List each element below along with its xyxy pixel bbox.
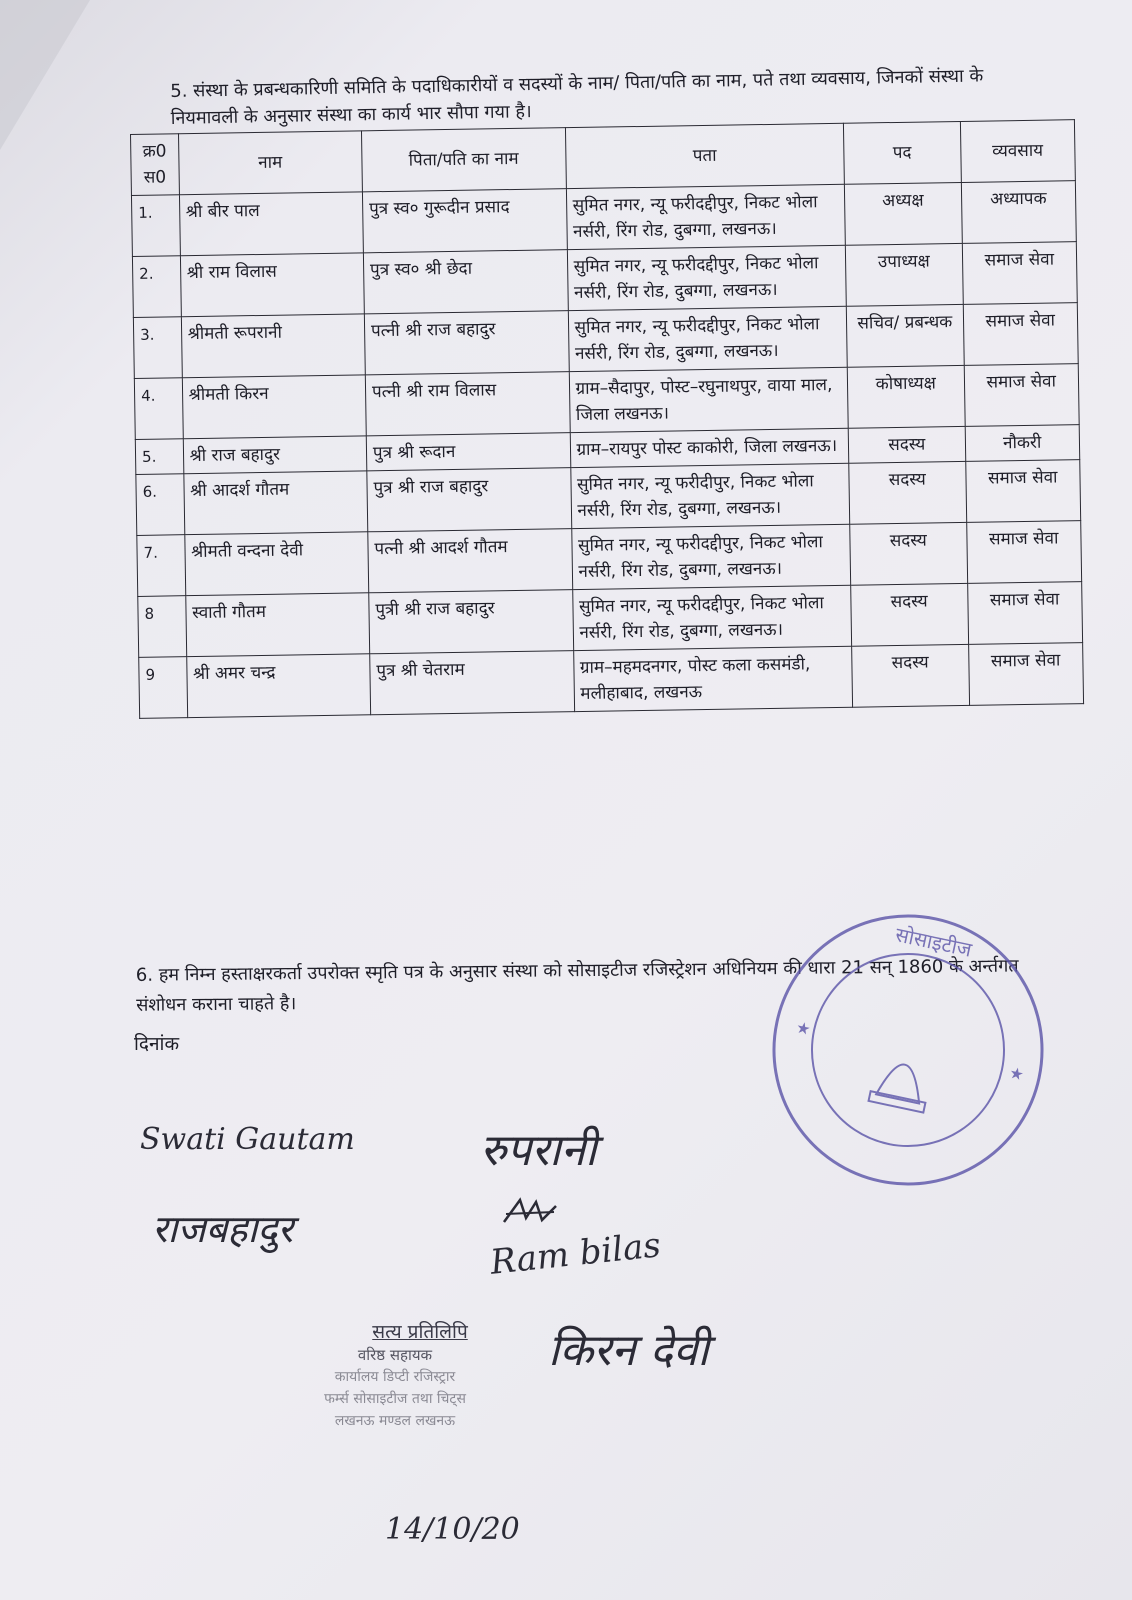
cell-father: पत्नी श्री राज बहादुर bbox=[364, 311, 569, 375]
attestation-date: 14/10/20 bbox=[385, 1512, 520, 1547]
cell-occupation: समाज सेवा bbox=[962, 242, 1077, 305]
cell-occupation: समाज सेवा bbox=[965, 460, 1080, 523]
header-serial: क्र0 स0 bbox=[131, 134, 180, 196]
initials-scribble bbox=[500, 1192, 560, 1232]
true-copy-attestation bbox=[270, 1318, 520, 1432]
cell-serial: 3. bbox=[133, 317, 182, 379]
section-5-paragraph: 5. संस्था के प्रबन्धकारिणी समिति के पदाधिकारीयों व सदस्यों के नाम/ पिता/पति का नाम, पते तथा व्यवसाय, जिनकों संस्था के नियमावली के अनुसार संस्था का कार्य भार सौपा गया है। bbox=[170, 65, 984, 129]
cell-occupation: समाज सेवा bbox=[964, 364, 1079, 427]
cell-name: श्रीमती रूपरानी bbox=[181, 314, 365, 378]
cell-post: सदस्य bbox=[848, 426, 965, 463]
cell-name: स्वाती गौतम bbox=[185, 593, 369, 657]
cell-post: कोषाध्यक्ष bbox=[847, 365, 964, 428]
cell-name: श्रीमती वन्दना देवी bbox=[184, 532, 368, 596]
cell-father: पुत्र श्री चेतराम bbox=[370, 651, 575, 715]
signature-swati: Swati Gautam bbox=[140, 1122, 355, 1157]
cell-name: श्री बीर पाल bbox=[179, 192, 363, 256]
cell-post: सदस्य bbox=[849, 461, 966, 524]
cell-occupation: नौकरी bbox=[965, 425, 1080, 462]
signature-kiran-devi: किरन देवी bbox=[548, 1325, 709, 1376]
cell-serial: 9 bbox=[139, 657, 188, 719]
cell-occupation: समाज सेवा bbox=[963, 303, 1078, 366]
cell-post: सचिव/ प्रबन्धक bbox=[846, 304, 963, 367]
office-bearers-table-wrapper bbox=[130, 119, 1084, 719]
section-6-paragraph: 6. हम निम्न हस्ताक्षरकर्ता उपरोक्त स्मृति पत्र के अनुसार संस्था को सोसाइटीज रजिस्ट्रेशन अधिनियम की धारा 21 सन् 1860 के अर्न्तगत संशोधन कराना चाहते है। bbox=[135, 955, 1019, 1016]
svg-text:★: ★ bbox=[794, 1017, 813, 1040]
page-corner-fold bbox=[0, 0, 90, 150]
cell-address: ग्राम–सैदापुर, पोस्ट–रघुनाथपुर, वाया माल, जिला लखनऊ। bbox=[569, 367, 848, 432]
date-label: दिनांक bbox=[134, 1033, 180, 1055]
header-occupation: व्यवसाय bbox=[960, 120, 1075, 183]
cell-serial: 8 bbox=[138, 596, 187, 658]
cell-address: सुमित नगर, न्यू फरीदद्दीपुर, निकट भोला नर्सरी, रिंग रोड, दुबग्गा, लखनऊ। bbox=[567, 245, 846, 310]
cell-serial: 7. bbox=[137, 535, 186, 597]
seal-text: सोसाइटीज bbox=[893, 922, 974, 962]
cell-serial: 1. bbox=[131, 195, 180, 257]
cell-post: सदस्य bbox=[851, 583, 968, 646]
cell-occupation: अध्यापक bbox=[961, 181, 1076, 244]
cell-name: श्री राज बहादुर bbox=[183, 436, 367, 474]
cell-post: उपाध्यक्ष bbox=[845, 243, 962, 306]
cell-father: पत्नी श्री आदर्श गौतम bbox=[368, 529, 573, 593]
true-copy-location: लखनऊ मण्डल लखनऊ bbox=[334, 1413, 456, 1429]
cell-name: श्री आदर्श गौतम bbox=[183, 471, 367, 535]
svg-text:★: ★ bbox=[1007, 1062, 1026, 1085]
header-address: पता bbox=[565, 123, 844, 188]
cell-name: श्रीमती किरन bbox=[182, 375, 366, 439]
signature-rooprani: रुपरानी bbox=[480, 1125, 597, 1176]
true-copy-designation: वरिष्ठ सहायक bbox=[357, 1346, 433, 1364]
official-seal-stamp bbox=[742, 884, 1074, 1216]
cell-serial: 2. bbox=[132, 256, 181, 318]
cell-post: सदस्य bbox=[850, 522, 967, 585]
cell-address: सुमित नगर, न्यू फरीदद्दीपुर, निकट भोला नर्सरी, रिंग रोड, दुबग्गा, लखनऊ। bbox=[571, 524, 850, 589]
cell-address: सुमित नगर, न्यू फरीदद्दीपुर, निकट भोला नर्सरी, रिंग रोड, दुबग्गा, लखनऊ। bbox=[568, 306, 847, 371]
cell-father: पुत्र स्व० श्री छेदा bbox=[363, 250, 568, 314]
signature-rambilas: Ram bilas bbox=[488, 1225, 663, 1283]
cell-serial: 5. bbox=[135, 439, 183, 475]
signature-rajbahadur: राजबहादुर bbox=[152, 1207, 294, 1251]
cell-occupation: समाज सेवा bbox=[966, 521, 1081, 584]
cell-address: सुमित नगर, न्यू फरीदद्दीपुर, निकट भोला नर्सरी, रिंग रोड, दुबग्गा, लखनऊ। bbox=[572, 585, 851, 650]
cell-address: सुमित नगर, न्यू फरीदद्दीपुर, निकट भोला नर्सरी, रिंग रोड, दुबग्गा, लखनऊ। bbox=[566, 184, 845, 249]
cell-father: पुत्र स्व० गुरूदीन प्रसाद bbox=[362, 189, 567, 253]
office-bearers-table bbox=[130, 119, 1084, 719]
cell-post: अध्यक्ष bbox=[844, 182, 961, 245]
cell-serial: 4. bbox=[134, 378, 183, 440]
cell-address: सुमित नगर, न्यू फरीदीपुर, निकट भोला नर्सरी, रिंग रोड, दुबग्गा, लखनऊ। bbox=[570, 463, 849, 528]
header-name: नाम bbox=[178, 131, 362, 195]
cell-occupation: समाज सेवा bbox=[967, 582, 1082, 645]
cell-address: ग्राम–रायपुर पोस्ट काकोरी, जिला लखनऊ। bbox=[570, 428, 849, 467]
cell-name: श्री अमर चन्द्र bbox=[186, 654, 370, 718]
cell-name: श्री राम विलास bbox=[180, 253, 364, 317]
true-copy-title: सत्य प्रतिलिपि bbox=[372, 1321, 468, 1343]
cell-father: पुत्र श्री रूदान bbox=[366, 433, 570, 471]
cell-serial: 6. bbox=[136, 474, 185, 536]
cell-father: पुत्र श्री राज बहादुर bbox=[367, 468, 572, 532]
true-copy-department: फर्म्स सोसाइटीज तथा चिट्स bbox=[324, 1391, 466, 1407]
cell-father: पुत्री श्री राज बहादुर bbox=[369, 590, 574, 654]
cell-occupation: समाज सेवा bbox=[968, 643, 1083, 706]
cell-post: सदस्य bbox=[852, 644, 969, 707]
cell-address: ग्राम–महमदनगर, पोस्ट कला कसमंडी, मलीहाबाद, लखनऊ bbox=[573, 646, 852, 711]
cell-father: पत्नी श्री राम विलास bbox=[365, 372, 570, 436]
header-post: पद bbox=[843, 121, 960, 184]
true-copy-office: कार्यालय डिप्टी रजिस्ट्रार bbox=[334, 1369, 456, 1385]
header-father: पिता/पति का नाम bbox=[361, 128, 566, 192]
